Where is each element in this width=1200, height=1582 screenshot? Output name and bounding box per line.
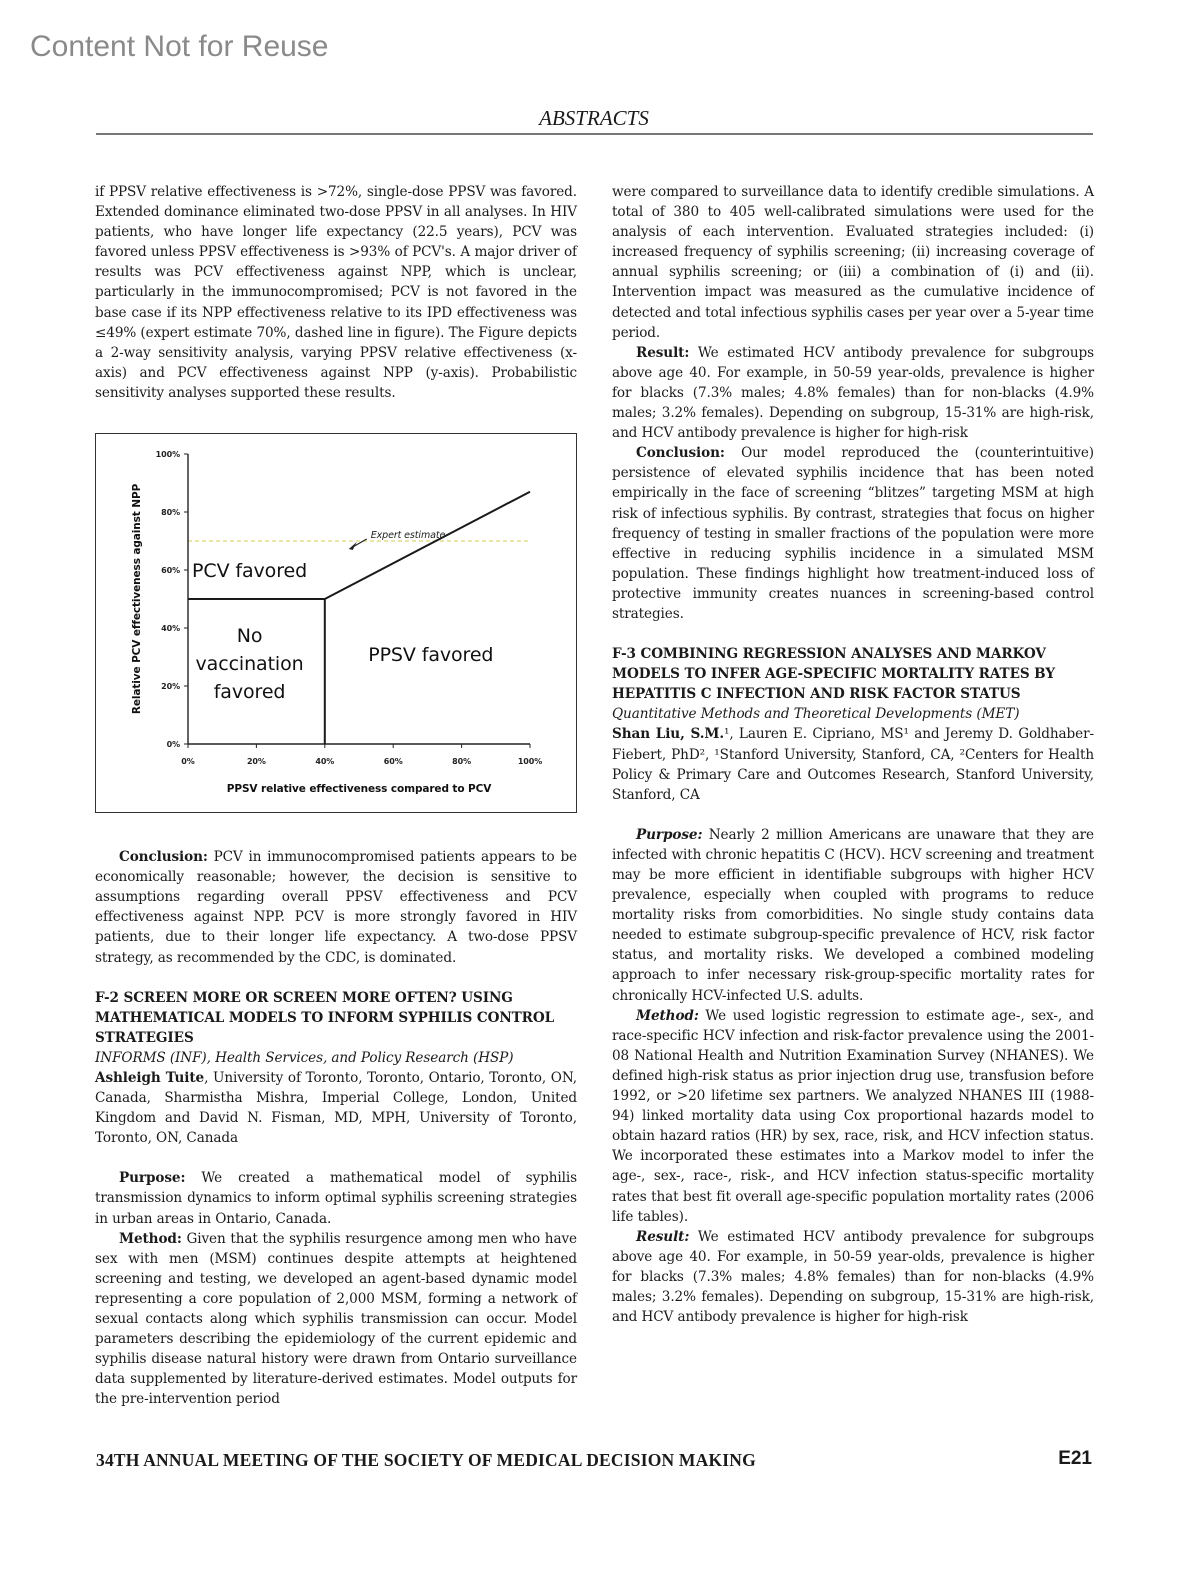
region-label: favored xyxy=(213,680,286,703)
f3-method xyxy=(612,1006,1094,1227)
x-tick-label: 20% xyxy=(246,757,266,767)
purpose-label: Purpose: xyxy=(636,826,703,843)
conclusion-label: Conclusion: xyxy=(119,849,208,866)
running-head: ABSTRACTS xyxy=(539,106,649,130)
y-axis-label: Relative PCV effectiveness against NPP xyxy=(131,483,143,715)
method-label: Method: xyxy=(119,1230,182,1247)
method-label: Method: xyxy=(636,1007,699,1024)
header-rule xyxy=(96,133,1093,135)
x-tick-label: 60% xyxy=(383,757,403,767)
purpose-text: We created a mathematical model of syphilis transmission dynamics to inform optimal syphilis screening strategies in urban areas in Ontario, Canada. xyxy=(95,1170,577,1227)
page-number: E21 xyxy=(1058,1448,1092,1469)
f2-result xyxy=(612,343,1094,443)
f2-purpose xyxy=(95,1168,577,1228)
conclusion-label: Conclusion: xyxy=(636,445,725,462)
right-column xyxy=(612,182,1094,1327)
region-label: PCV favored xyxy=(192,560,308,583)
x-tick-label: 80% xyxy=(452,757,472,767)
x-tick-label: 40% xyxy=(315,757,335,767)
sensitivity-chart xyxy=(96,434,576,812)
conclusion-text: PCV in immunocompromised patients appears to be economically reasonable; however, the decision is sensitive to assumptions regarding overall PPSV effectiveness and PCV effectiveness against NPP. PCV is more strongly favored in HIV patients, due to their longer life expectancy. A two-dose PPSV strategy, as recommended by the CDC, is dominated. xyxy=(95,849,577,966)
method-text: We used logistic regression to estimate age-, sex-, and race-specific HCV infection and risk-factor prevalence using the 2001-08 National Health and Nutrition Examination Survey (NHANES). We defined high-risk status as prior injection drug use, transfusion before 1992, or >20 lifetime sex partners. We analyzed NHANES III (1988-94) linked mortality data using Cox proportional hazards model to obtain hazard ratios (HR) by sex, race, risk, and HCV infection status. We incorporated these estimates into a Markov model to infer the age-, sex-, race-, risk-, and HCV infection status-specific mortality rates that best fit overall age-specific population mortality rates (2006 life tables). xyxy=(612,1007,1094,1225)
f3-authors-rest: ¹, Lauren E. Cipriano, MS¹ and Jeremy D. Goldhaber-Fiebert, PhD², ¹Stanford University, Stanford, CA, ²Centers for Health Policy & Primary Care and Outcomes Research, Stanford University, Stanford, CA xyxy=(612,726,1094,803)
footer-meeting-title: 34TH ANNUAL MEETING OF THE SOCIETY OF MEDICAL DECISION MAKING xyxy=(96,1450,756,1470)
f3-author-lead: Shan Liu, S.M. xyxy=(612,726,724,743)
f2-category: INFORMS (INF), Health Services, and Policy Research (HSP) xyxy=(95,1049,514,1066)
expert-estimate-label: Expert estimate xyxy=(370,530,446,542)
y-tick-label: 40% xyxy=(161,624,180,634)
f2-authors xyxy=(95,1068,577,1148)
f2-title: F-2 SCREEN MORE OR SCREEN MORE OFTEN? USING MATHEMATICAL MODELS TO INFORM SYPHILIS CONTROL STRATEGIES xyxy=(95,989,555,1046)
result-label: Result: xyxy=(636,1228,690,1245)
result-text: We estimated HCV antibody prevalence for subgroups above age 40. For example, in 50-59 year-olds, prevalence is higher for blacks (7.3% males; 4.8% females) than for non-blacks (4.9% males; 3.2% females). Depending on subgroup, 15-31% are high-risk, and HCV antibody prevalence is higher for high-risk xyxy=(612,344,1094,442)
intro-paragraph: if PPSV relative effectiveness is >72%, single-dose PPSV was favored. Extended dominance eliminated two-dose PPSV in all analyses. In HIV patients, who have longer life expectancy (22.5 years), PCV was favored unless PPSV effectiveness is >93% of PCV's. A major driver of results was PCV effectiveness against NPP, which is unclear, particularly in the immunocompromised; PCV is not favored in the base case if its NPP effectiveness relative to its IPD effectiveness was ≤49% (expert estimate 70%, dashed line in figure). The Figure depicts a 2-way sensitivity analysis, varying PPSV relative effectiveness (x-axis) and PCV effectiveness against NPP (y-axis). Probabilistic sensitivity analyses supported these results. xyxy=(95,184,577,401)
f3-purpose xyxy=(612,825,1094,1006)
conclusion-text: Our model reproduced the (counterintuitive) persistence of elevated syphilis incidence that has been noted empirically in the face of screening “blitzes” targeting MSM at high risk of infectious syphilis. By contrast, strategies that focus on higher frequency of testing in smaller fractions of the population were more effective in reducing syphilis incidence in a simulated MSM population. These findings highlight how treatment-induced loss of protective immunity creates nuances in screening-based control strategies. xyxy=(612,445,1094,622)
y-tick-label: 20% xyxy=(161,682,180,692)
f3-category: Quantitative Methods and Theoretical Developments (MET) xyxy=(612,706,1020,723)
y-tick-label: 0% xyxy=(166,740,180,750)
f3-result xyxy=(612,1227,1094,1327)
f3-authors xyxy=(612,724,1094,804)
result-label: Result: xyxy=(636,344,690,361)
left-column xyxy=(95,182,577,1409)
watermark: Content Not for Reuse xyxy=(30,30,329,63)
f3-title: F-3 COMBINING REGRESSION ANALYSES AND MARKOV MODELS TO INFER AGE-SPECIFIC MORTALITY RATES BY HEPATITIS C INFECTION AND RISK FACTOR STATUS xyxy=(612,646,1055,703)
y-tick-label: 100% xyxy=(155,450,180,460)
region-label: PPSV favored xyxy=(368,644,494,667)
region-label: vaccination xyxy=(195,652,304,675)
x-tick-label: 100% xyxy=(517,757,543,767)
f2-authors-rest: , University of Toronto, Toronto, Ontario, Toronto, ON, Canada, Sharmistha Mishra, Imperial College, London, United Kingdom and David N. Fisman, MD, MPH, University of Toronto, Toronto, ON, Canada xyxy=(95,1069,577,1147)
y-tick-label: 80% xyxy=(161,508,180,518)
y-tick-label: 60% xyxy=(161,566,180,576)
region-label: No xyxy=(236,624,263,647)
purpose-label: Purpose: xyxy=(119,1170,186,1187)
f2-author-lead: Ashleigh Tuite xyxy=(95,1069,205,1086)
f2-method xyxy=(95,1229,577,1410)
sensitivity-figure xyxy=(95,433,577,813)
purpose-text: Nearly 2 million Americans are unaware that they are infected with chronic hepatitis C (HCV). HCV screening and treatment may be more efficient in identifiable subgroups with higher HCV prevalence, especially when coupled with programs to reduce mortality risks from comorbidities. No single study contains data needed to estimate subgroup-specific prevalence of HCV, risk factor status, and mortality risks. We developed a combined modeling approach to infer necessary risk-group-specific mortality rates for chronically HCV-infected U.S. adults. xyxy=(612,826,1094,1004)
conclusion-paragraph xyxy=(95,847,577,968)
method-text: Given that the syphilis resurgence among men who have sex with men (MSM) continues despite attempts at heightened screening and testing, we developed an agent-based dynamic model representing a core population of 2,000 MSM, forming a network of sexual contacts along which syphilis transmission can occur. Model parameters describing the epidemiology of the current epidemic and syphilis disease natural history were drawn from Ontario surveillance data supplemented by literature-derived estimates. Model outputs for the pre-intervention period xyxy=(95,1230,577,1408)
f2-conclusion xyxy=(612,443,1094,624)
f2-method-continued: were compared to surveillance data to identify credible simulations. A total of 380 to 405 well-calibrated simulations were used for the analysis of each intervention. Evaluated strategies included: (i) increased frequency of syphilis screening; (ii) increasing coverage of annual syphilis screening; or (iii) a combination of (i) and (ii). Intervention impact was measured as the cumulative incidence of detected and total infectious syphilis cases per year over a 5-year time period. xyxy=(612,184,1094,341)
x-axis-label: PPSV relative effectiveness compared to PCV xyxy=(226,783,492,796)
x-tick-label: 0% xyxy=(181,757,195,767)
result-text: We estimated HCV antibody prevalence for subgroups above age 40. For example, in 50-59 year-olds, prevalence is higher for blacks (7.3% males; 4.8% females) than for non-blacks (4.9% males; 3.2% females). Depending on subgroup, 15-31% are high-risk, and HCV antibody prevalence is higher for high-risk xyxy=(612,1228,1094,1326)
